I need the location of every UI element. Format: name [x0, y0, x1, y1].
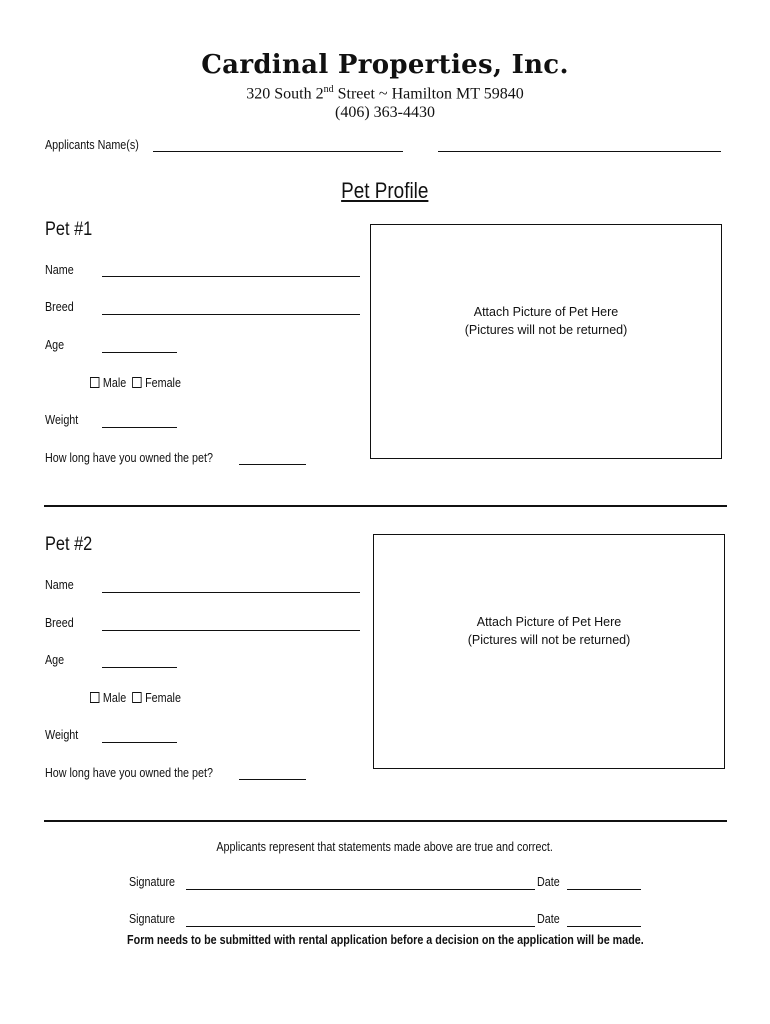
pet-1-age-label: Age	[45, 338, 65, 352]
pet-1-heading: Pet #1	[45, 219, 93, 240]
date-label-1: Date	[537, 875, 560, 889]
certification-statement: Applicants represent that statements made above are true and correct.	[216, 840, 554, 854]
pet-2-age-field[interactable]	[102, 667, 177, 668]
pet-1-male-label: Male	[102, 376, 127, 390]
date-label-2: Date	[537, 912, 560, 926]
applicants-label: Applicants Name(s)	[45, 138, 139, 152]
pet-1-age-field[interactable]	[102, 352, 177, 353]
signature-field-1[interactable]	[186, 889, 535, 890]
pet-1-female-checkbox[interactable]	[132, 377, 141, 388]
pet-1-name-field[interactable]	[102, 276, 360, 277]
pet-1-owned-field[interactable]	[239, 464, 306, 465]
pet-1-male-checkbox[interactable]	[90, 377, 99, 388]
pet-2-female-checkbox[interactable]	[132, 692, 141, 703]
pet-1-breed-label: Breed	[45, 300, 74, 314]
pet-1-sex-options	[90, 376, 181, 390]
company-phone: (406) 363-4430	[335, 104, 435, 121]
signature-field-2[interactable]	[186, 926, 535, 927]
form-title: Pet Profile	[341, 178, 429, 203]
signature-label-1: Signature	[129, 875, 176, 889]
pet-2-heading: Pet #2	[45, 534, 93, 555]
company-address: 320 South 2nd Street ~ Hamilton MT 59840	[246, 84, 524, 103]
pet-2-photo-note: (Pictures will not be returned)	[467, 633, 631, 647]
pet-2-breed-label: Breed	[45, 616, 74, 630]
pet-1-weight-field[interactable]	[102, 427, 177, 428]
pet-1-breed-field[interactable]	[102, 314, 360, 315]
pet-1-photo-box[interactable]	[370, 224, 722, 459]
pet-2-age-label: Age	[45, 653, 65, 667]
section-divider-2	[44, 820, 727, 822]
pet-2-male-label: Male	[102, 691, 127, 705]
pet-2-male-checkbox[interactable]	[90, 692, 99, 703]
pet-2-name-field[interactable]	[102, 592, 360, 593]
applicant-name-field-2[interactable]	[438, 151, 721, 152]
pet-2-sex-options	[90, 691, 181, 705]
pet-2-weight-label: Weight	[45, 728, 79, 742]
submission-notice: Form needs to be submitted with rental application before a decision on the application will be made.	[126, 933, 644, 947]
pet-2-female-label: Female	[145, 691, 181, 705]
date-field-1[interactable]	[567, 889, 641, 890]
pet-2-owned-field[interactable]	[239, 779, 306, 780]
company-name: Cardinal Properties, Inc.	[201, 50, 569, 80]
date-field-2[interactable]	[567, 926, 641, 927]
section-divider-1	[44, 505, 727, 507]
pet-1-photo-note: (Pictures will not be returned)	[464, 323, 628, 337]
applicant-name-field-1[interactable]	[153, 151, 403, 152]
pet-1-female-label: Female	[145, 376, 181, 390]
pet-2-breed-field[interactable]	[102, 630, 360, 631]
pet-2-owned-label: How long have you owned the pet?	[45, 766, 213, 780]
pet-1-owned-label: How long have you owned the pet?	[45, 451, 213, 465]
pet-1-name-label: Name	[45, 263, 74, 277]
pet-2-name-label: Name	[45, 578, 74, 592]
signature-label-2: Signature	[129, 912, 176, 926]
pet-2-photo-label: Attach Picture of Pet Here	[476, 615, 622, 629]
pet-2-photo-box[interactable]	[373, 534, 725, 769]
pet-1-photo-label: Attach Picture of Pet Here	[473, 305, 619, 319]
pet-1-weight-label: Weight	[45, 413, 79, 427]
pet-2-weight-field[interactable]	[102, 742, 177, 743]
